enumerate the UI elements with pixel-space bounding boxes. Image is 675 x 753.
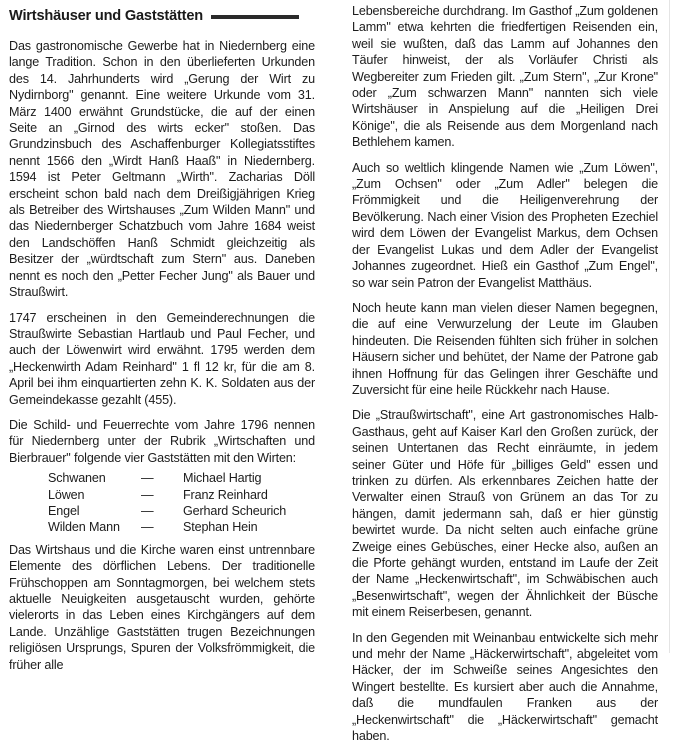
inn-name: Wilden Mann (48, 520, 120, 535)
inn-list-row (9, 503, 315, 519)
left-column (9, 4, 315, 682)
inn-list-row (9, 519, 315, 535)
paragraph-haeckerwirtschaft: In den Gegenden mit Weinanbau entwickelte sich mehr und mehr der Name „Häckerwirtschaft", abgeleitet vom Häcker, der im Schweiße seines Angesichtes den Wingert bestellte. Es kursiert aber auch die Annahme, daß die mundfaulen Franken aus der „Heckenwirtschaft" die „Häckerwirtschaft" gemacht haben. (352, 630, 658, 744)
paragraph-evangelists: Auch so weltlich klingende Namen wie „Zum Löwen", „Zum Ochsen" oder „Zum Adler" belegen die Frömmigkeit und die Heiligenverehrung der Bevölkerung. Nach einer Vision des Propheten Ezechiel wird dem Löwen der Evangelist Markus, dem Ochsen der Evangelist Lukas und dem Adler der Evangelist Johannes zugeordnet. Hieß ein Gasthof „Zum Engel", so war sein Patron der Evangelist Matthäus. (352, 160, 658, 290)
paragraph-church: Das Wirtshaus und die Kirche waren einst untrennbare Elemente des dörflichen Lebens. Der traditionelle Frühschoppen am Sonntagmorgen, bei welchem stets aktuelle Neuigkeiten ausgetauscht wurden, gehörte vielerorts in das Leben eines Kirchgängers auf dem Lande. Unzählige Gaststätten trugen Bezeichnungen religiösen Ursprungs, Spuren der Volksfrömmigkeit, die früher alle (9, 542, 315, 672)
paragraph-1747: 1747 erscheinen in den Gemeinderechnungen die Straußwirte Sebastian Hartlaub und Paul Fecher, und auch der Löwenwirt wird erwähnt. 1795 werden dem „Heckenwirth Adam Reinhard" 1 fl 12 kr, für die am 8. April bei ihm einquartierten zehn K. K. Soldaten aus der Gemeindekasse gezahlt (455). (9, 310, 315, 407)
innkeeper-name: Stephan Hein (183, 520, 258, 535)
page-edge-line (669, 0, 670, 653)
dash-separator: — (141, 487, 154, 502)
dash-separator: — (141, 503, 154, 518)
innkeeper-name: Michael Hartig (183, 471, 262, 486)
inn-list-row (9, 470, 315, 486)
dash-separator: — (141, 520, 154, 535)
paragraph-lamb: Lebensbereiche durchdrang. Im Gasthof „Zum goldenen Lamm" etwa kehrten die friedfertigen Reisenden ein, weil sie wußten, daß das Lamm auf Johannes den Täufer hinweist, der als Vorläufer Christi als Wegbereiter zum Frieden gilt. „Zum Stern", „Zur Krone" oder „Zum schwarzen Mann" nannten sich viele Wirtshäuser in Anspielung auf die „Heiligen Drei Könige", die als Reisende aus dem Morgenland nach Bethlehem kamen. (352, 4, 658, 150)
paragraph-1796: Die Schild- und Feuerrechte vom Jahre 1796 nennen für Niedernberg unter der Rubrik „Wirtschaften und Bierbrauer" folgende vier Gaststätten mit den Wirten: (9, 417, 315, 465)
paragraph-history: Das gastronomische Gewerbe hat in Niedernberg eine lange Tradition. Schon in den überlieferten Urkunden des 14. Jahrhunderts wird „Gerung der Wirt zu Nydirnborg" genannt. Eine weitere Urkunde vom 31. März 1400 erwähnt Grundstücke, die auf der einen Seite an „Girnod des wirts ecker" stoßen. Das Grundzinsbuch des Aschaffenburger Kollegiatsstiftes nennt 1566 den „Wirdt Hanß Haaß" in Niedernberg. 1594 ist Peter Geltmann „Wirth". Zacharias Döll erscheint schon bald nach dem Dreißigjährigen Krieg als Betreiber des Wirtshauses „Zum Wilden Mann" und das Niedernberger Schatzbuch vom Jahre 1684 weist den Landschöffen Hanß Schmidt gleichzeitig als Besitzer der „würdtschaft zum Stern" aus. Daneben nennt es noch den „Petter Fecher Jung" als Bauer und Straußwirt. (9, 39, 315, 300)
dash-separator: — (141, 471, 154, 486)
inn-name: Löwen (48, 487, 85, 502)
title-rule-divider (211, 15, 299, 19)
heading-row (9, 4, 315, 28)
paragraph-names-today: Noch heute kann man vielen dieser Namen begegnen, die auf eine Verwurzelung der Leute im Glauben hindeuten. Die Reisenden fühlten sich früher in solchen Häusern sicher und behütet, der Name der Patrone gab ihnen Hoffnung für das Gelingen ihrer Geschäfte und Zuversicht für eine heile Rückkehr nach Hause. (352, 300, 658, 397)
innkeeper-name: Franz Reinhard (183, 487, 268, 502)
inn-name: Schwanen (48, 471, 106, 486)
innkeeper-name: Gerhard Scheurich (183, 503, 287, 518)
inn-list (9, 470, 315, 536)
right-column (352, 3, 658, 753)
inn-name: Engel (48, 503, 80, 518)
page-title: Wirtshäuser und Gaststätten (9, 7, 203, 24)
paragraph-strausswirtschaft: Die „Straußwirtschaft", eine Art gastronomisches Halb-Gasthaus, geht auf Kaiser Karl den Großen zurück, der seinen Untertanen das Recht einräumte, in jedem seiner Güter und Höfe für „billiges Geld" essen und trinken zu dürfen. Als erkennbares Zeichen hatte der Verwalter einen Strauß von Grünem an das Tor zu hängen, damit jedermann sah, daß er hier günstig bewirtet wurde. Da nicht selten auch einfache grüne Zweige eines Gebüsches, einer Hecke also, außen an die Pforte gehängt wurden, entstand im Laufe der Zeit der Name „Heckenwirtschaft", im Schwäbischen auch „Besenwirtschaft", wegen der Ähnlichkeit der Büsche mit einem Reiserbesen, genannt. (352, 408, 658, 620)
inn-list-row (9, 487, 315, 503)
